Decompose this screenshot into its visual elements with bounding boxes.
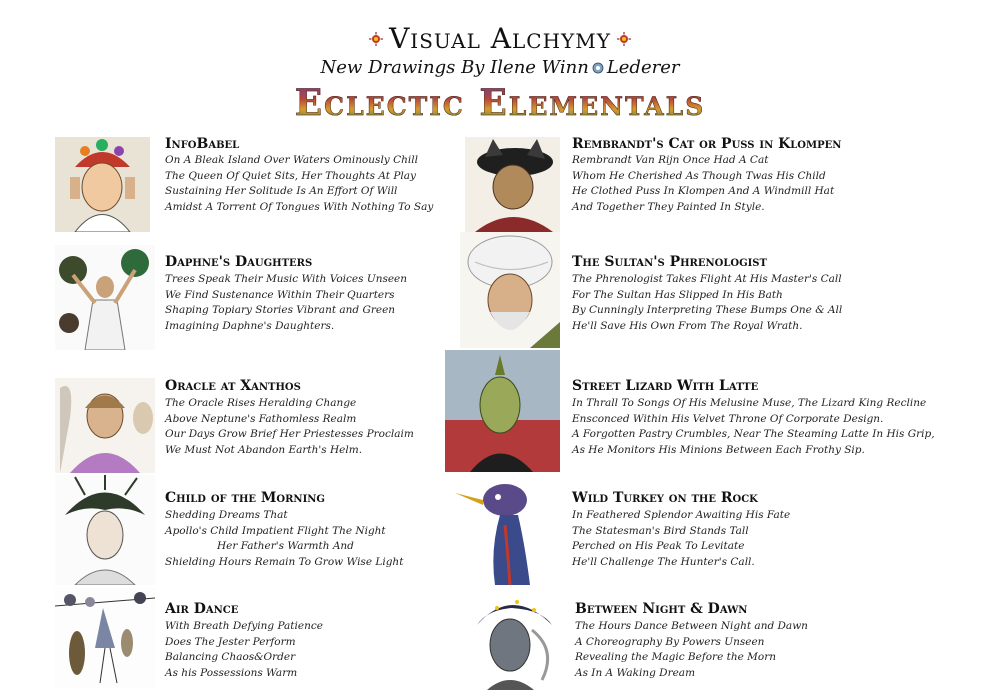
wild-turkey-thumbnail[interactable] (450, 475, 560, 585)
poem-line: Shedding Dreams That (165, 509, 288, 521)
poem-line: Perched on His Peak To Levitate (572, 540, 745, 553)
poem-line: Revealing the Magic Before the Morn (575, 651, 777, 664)
poem-line: Trees Speak Their Music With Voices Unseen (165, 273, 408, 285)
poem-line: A Choreography By Powers Unseen (575, 635, 765, 648)
air-dance-illustration (55, 588, 155, 688)
poem-line: By Cunningly Interpreting These Bumps One & All (572, 304, 843, 317)
daphnes-daughters-illustration (55, 245, 155, 350)
poem-line: The Phrenologist Takes Flight At His Master's Call (572, 273, 842, 285)
entry-poem (165, 508, 403, 570)
oracle-at-xanthos-thumbnail[interactable] (55, 378, 155, 473)
sun-ornament-icon (617, 32, 631, 46)
poem-line: A Forgotten Pastry Crumbles, Near The Steaming Latte In His Grip, (572, 428, 935, 441)
entry-title[interactable]: Rembrandt's Cat or Puss in Klompen (572, 136, 842, 152)
entry-title[interactable]: The Sultan's Phrenologist (572, 254, 767, 270)
sultans-phrenologist-illustration (460, 232, 560, 348)
sultans-phrenologist-thumbnail[interactable] (460, 232, 560, 348)
poem-line: He'll Challenge The Hunter's Call. (572, 555, 755, 568)
daphnes-daughters-thumbnail[interactable] (55, 245, 155, 350)
poem-line: Shielding Hours Remain To Grow Wise Light (165, 555, 404, 568)
entry-poem (165, 619, 323, 681)
poem-line: With Breath Defying Patience (165, 620, 323, 632)
poem-line: Rembrandt Van Rijn Once Had A Cat (572, 154, 769, 166)
poem-line: Our Days Grow Brief Her Priestesses Proclaim (165, 428, 414, 441)
artist-subtitle (321, 57, 680, 78)
poem-line: Balancing Chaos&Order (165, 651, 296, 664)
poem-line: Apollo's Child Impatient Flight The Night (165, 524, 386, 537)
subtitle-right: Lederer (606, 57, 680, 78)
site-title[interactable]: Visual Alchymy (389, 22, 611, 55)
poem-line: He'll Save His Own From The Royal Wrath. (572, 319, 803, 332)
poem-line: Sustaining Her Solitude Is An Effort Of Will (165, 185, 398, 198)
poem-line: Does The Jester Perform (165, 635, 296, 648)
entry-poem (572, 508, 790, 570)
poem-line: Above Neptune's Fathomless Realm (165, 412, 357, 425)
poem-line: Whom He Cherished As Though Twas His Child (572, 169, 826, 182)
poem-line: As In A Waking Dream (575, 666, 696, 679)
rembrandts-cat-illustration (465, 137, 560, 232)
entry-title[interactable]: InfoBabel (165, 136, 240, 152)
oracle-at-xanthos-illustration (55, 378, 155, 473)
poem-line: He Clothed Puss In Klompen And A Windmill Hat (572, 185, 835, 198)
wild-turkey-illustration (450, 475, 560, 585)
entry-poem (165, 272, 407, 334)
between-night-and-dawn-thumbnail[interactable] (462, 590, 562, 690)
poem-line: In Thrall To Songs Of His Melusine Muse, The Lizard King Recline (572, 397, 927, 409)
poem-line: On A Bleak Island Over Waters Ominously Chill (165, 154, 418, 166)
poem-line: Her Father's Warmth And (217, 540, 354, 553)
page-header (0, 22, 1000, 124)
poem-line: As his Possessions Warm (165, 666, 298, 679)
child-of-the-morning-illustration (55, 475, 155, 585)
street-lizard-thumbnail[interactable] (445, 350, 560, 472)
entry-poem (575, 619, 808, 681)
entry-title[interactable]: Air Dance (165, 601, 239, 617)
poem-line: The Statesman's Bird Stands Tall (572, 524, 749, 537)
entry-title[interactable]: Child of the Morning (165, 490, 325, 506)
section-title: Eclectic Elementals (0, 82, 1000, 124)
poem-line: And Together They Painted In Style. (572, 200, 765, 213)
rembrandts-cat-thumbnail[interactable] (465, 137, 560, 232)
infobabel-illustration (55, 137, 150, 232)
entry-poem (572, 153, 834, 215)
poem-line: The Queen Of Quiet Sits, Her Thoughts At Play (165, 169, 416, 182)
entry-poem (165, 153, 433, 215)
poem-line: Shaping Topiary Stories Vibrant and Green (165, 304, 396, 317)
poem-line: We Find Sustenance Within Their Quarters (165, 288, 395, 301)
sun-ornament-icon (369, 32, 383, 46)
poem-line: Ensconced Within His Velvet Throne Of Corporate Design. (572, 412, 884, 425)
entry-poem (572, 272, 842, 334)
entry-title[interactable]: Between Night & Dawn (575, 601, 748, 617)
infobabel-thumbnail[interactable] (55, 137, 150, 232)
between-night-and-dawn-illustration (462, 590, 562, 690)
child-of-the-morning-thumbnail[interactable] (55, 475, 155, 585)
poem-line: For The Sultan Has Slipped In His Bath (572, 288, 783, 301)
street-lizard-illustration (445, 350, 560, 472)
poem-line: The Hours Dance Between Night and Dawn (575, 620, 808, 632)
poem-line: We Must Not Abandon Earth's Helm. (165, 443, 363, 456)
entry-poem (165, 396, 414, 458)
gear-ornament-icon (591, 61, 605, 75)
entry-poem (572, 396, 935, 458)
poem-line: The Oracle Rises Heralding Change (165, 397, 357, 409)
poem-line: As He Monitors His Minions Between Each Frothy Sip. (572, 443, 865, 456)
entry-title[interactable]: Daphne's Daughters (165, 254, 313, 270)
entry-title[interactable]: Oracle at Xanthos (165, 378, 301, 394)
subtitle-left: New Drawings By Ilene Winn (320, 57, 589, 78)
entry-title[interactable]: Wild Turkey on the Rock (572, 490, 758, 506)
entry-title[interactable]: Street Lizard With Latte (572, 378, 759, 394)
poem-line: In Feathered Splendor Awaiting His Fate (572, 509, 791, 521)
poem-line: Imagining Daphne's Daughters. (165, 319, 335, 332)
poem-line: Amidst A Torrent Of Tongues With Nothing To Say (165, 200, 434, 213)
site-title-row (369, 22, 631, 55)
air-dance-thumbnail[interactable] (55, 588, 155, 688)
